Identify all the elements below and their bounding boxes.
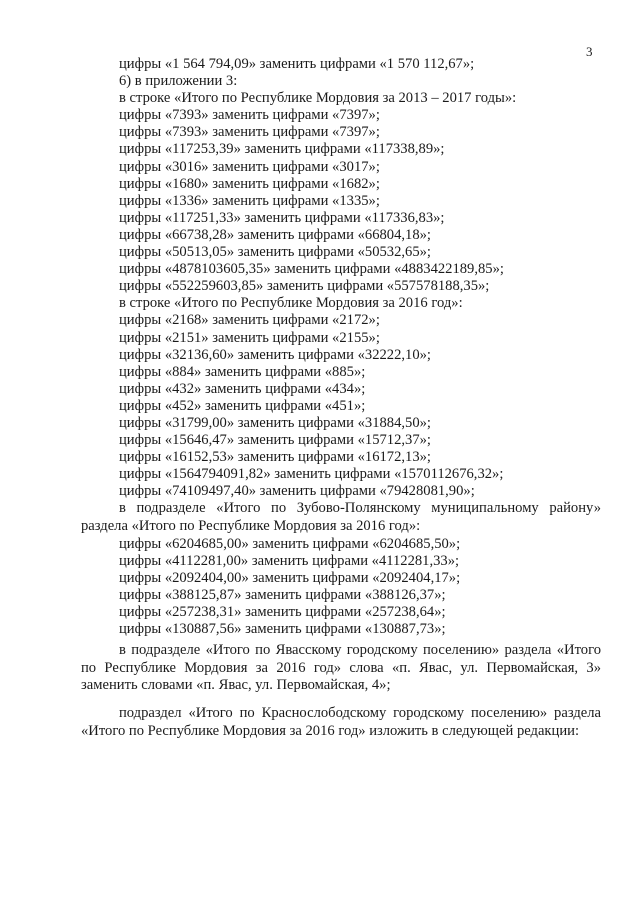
text-line: цифры «16152,53» заменить цифрами «16172,13»;: [119, 449, 431, 466]
text-line: в строке «Итого по Республике Мордовия за 2016 год»:: [119, 295, 463, 312]
amendment-lines-a: [81, 56, 601, 500]
text-line: цифры «257238,31» заменить цифрами «257238,64»;: [119, 604, 446, 620]
text-line: цифры «2151» заменить цифрами «2155»;: [119, 329, 380, 346]
text-line: цифры «884» заменить цифрами «885»;: [119, 363, 366, 380]
amendment-lines-b: [81, 536, 601, 639]
text-line: цифры «2092404,00» заменить цифрами «2092404,17»;: [119, 569, 461, 586]
text-line: цифры «1 564 794,09» заменить цифрами «1 570 112,67»;: [119, 56, 475, 72]
text-line: цифры «31799,00» заменить цифрами «31884,50»;: [119, 414, 431, 431]
text-line: 6) в приложении 3:: [119, 73, 238, 90]
document-body: [81, 56, 601, 740]
text-line: цифры «1336» заменить цифрами «1335»;: [119, 192, 380, 209]
text-line: цифры «50513,05» заменить цифрами «50532,65»;: [119, 244, 431, 261]
text-line: цифры «117251,33» заменить цифрами «117336,83»;: [119, 209, 445, 226]
text-line: цифры «452» заменить цифрами «451»;: [119, 397, 366, 414]
text-line: цифры «6204685,00» заменить цифрами «6204685,50»;: [119, 535, 461, 552]
text-line: цифры «74109497,40» заменить цифрами «79428081,90»;: [119, 483, 475, 500]
text-line: цифры «15646,47» заменить цифрами «15712,37»;: [119, 432, 431, 449]
page-number: 3: [586, 44, 593, 59]
text-line: цифры «4878103605,35» заменить цифрами «4883422189,85»;: [119, 261, 504, 278]
text-line: цифры «1564794091,82» заменить цифрами «1570112676,32»;: [119, 466, 504, 483]
text-line: цифры «32136,60» заменить цифрами «32222,10»;: [119, 346, 431, 363]
text-line: цифры «66738,28» заменить цифрами «66804,18»;: [119, 226, 431, 243]
text-line: цифры «1680» заменить цифрами «1682»;: [119, 175, 380, 192]
text-line: цифры «432» заменить цифрами «434»;: [119, 380, 366, 397]
text-line: цифры «130887,56» заменить цифрами «130887,73»;: [119, 621, 446, 638]
text-line: цифры «117253,39» заменить цифрами «117338,89»;: [119, 141, 445, 158]
text-line: цифры «7393» заменить цифрами «7397»;: [119, 124, 380, 141]
paragraph-yavas: в подразделе «Итого по Явасскому городскому поселению» раздела «Итого по Республике Мордовия за 2016 год» слова «п. Явас, ул. Первомайская, 3» заменить словами «п. Явас, ул. Первомайская, 4»;: [81, 642, 601, 694]
text-line: цифры «2168» заменить цифрами «2172»;: [119, 312, 380, 329]
text-line: цифры «388125,87» заменить цифрами «388126,37»;: [119, 586, 446, 603]
text-line: цифры «552259603,85» заменить цифрами «557578188,35»;: [119, 278, 490, 295]
text-line: в строке «Итого по Республике Мордовия за 2013 – 2017 годы»:: [119, 90, 517, 107]
text-line: цифры «4112281,00» заменить цифрами «4112281,33»;: [119, 552, 460, 569]
text-line: цифры «7393» заменить цифрами «7397»;: [119, 107, 380, 124]
text-line: цифры «3016» заменить цифрами «3017»;: [119, 158, 380, 175]
paragraph-krasnoslobodsk: подраздел «Итого по Краснослободскому городскому поселению» раздела «Итого по Республике Мордовия за 2016 год» изложить в следующей редакции:: [81, 704, 601, 739]
paragraph-zubovo: в подразделе «Итого по Зубово-Полянскому муниципальному району» раздела «Итого по Республике Мордовия за 2016 год»:: [81, 500, 601, 535]
